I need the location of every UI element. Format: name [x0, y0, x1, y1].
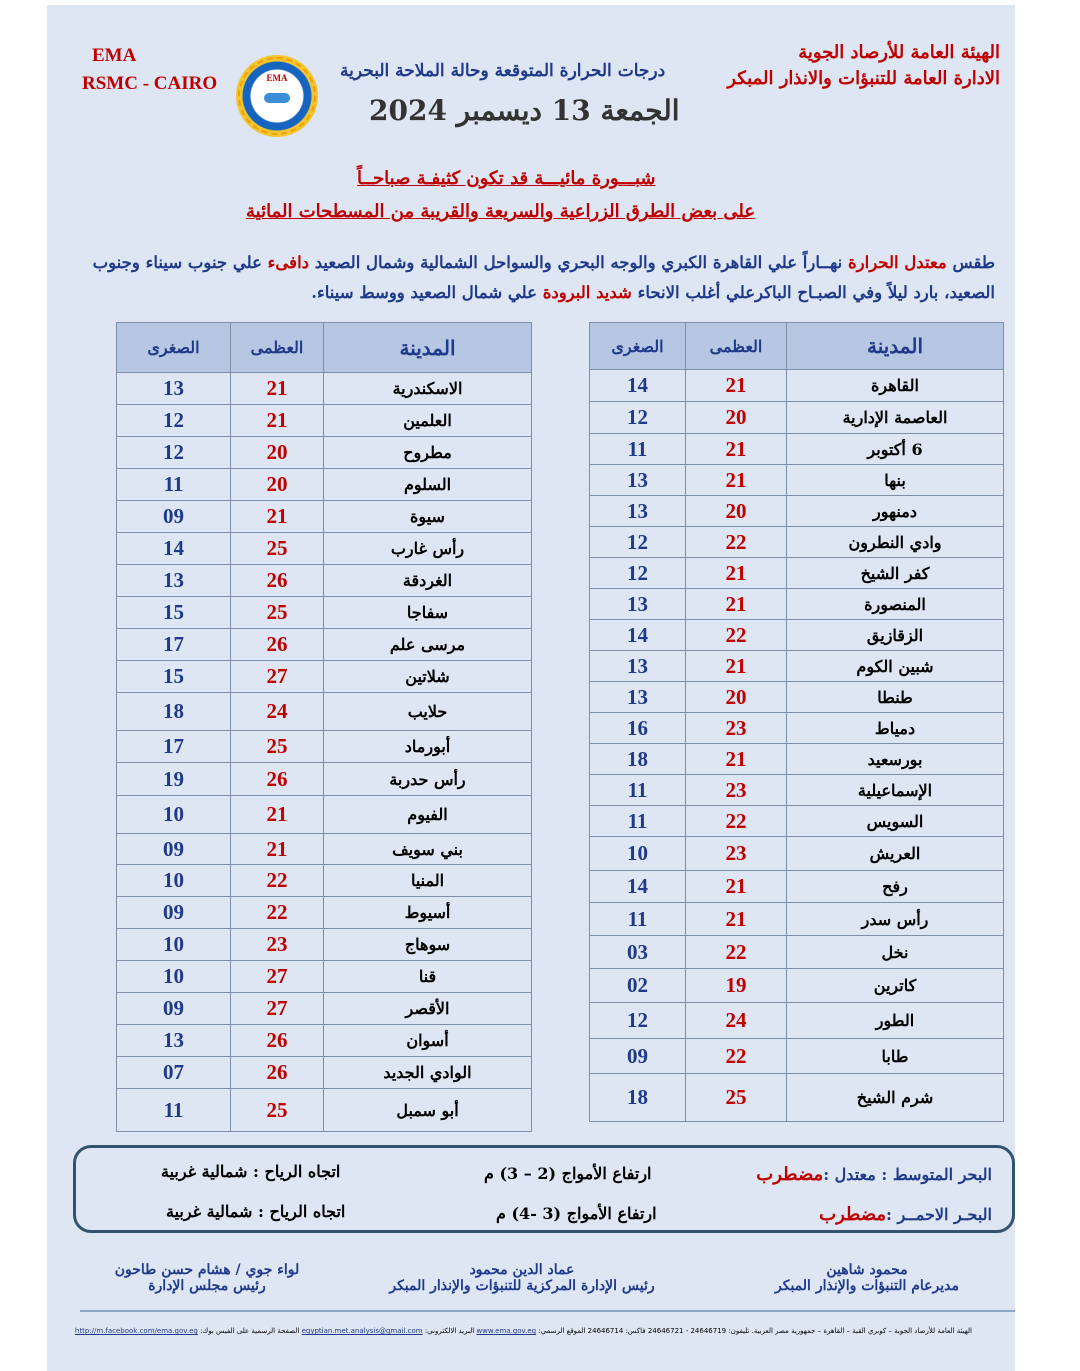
table-row	[590, 1039, 1004, 1074]
min-temp-cell: 13	[590, 589, 686, 620]
min-temp-cell: 09	[590, 1039, 686, 1074]
city-cell: مرسى علم	[324, 629, 532, 661]
max-temp-cell: 24	[686, 1003, 787, 1039]
max-temp-cell: 20	[231, 437, 324, 469]
table-row	[590, 527, 1004, 558]
max-temp-cell: 24	[231, 693, 324, 731]
forecast-very-cold: شديد البرودة	[542, 283, 632, 302]
min-temp-cell: 14	[590, 871, 686, 903]
city-cell: رأس حدربة	[324, 763, 532, 796]
table-row	[590, 775, 1004, 806]
city-cell: العاصمة الإدارية	[787, 402, 1004, 434]
footer-contact	[74, 1327, 972, 1335]
signature-name: محمود شاهين	[826, 1262, 908, 1278]
city-cell: السلوم	[324, 469, 532, 501]
ema-label: EMA	[92, 45, 137, 66]
signature-title: رئيس مجلس الإدارة	[148, 1278, 266, 1294]
min-temp-cell: 09	[117, 993, 231, 1025]
table-header-row	[117, 323, 532, 373]
min-temp-cell: 16	[590, 713, 686, 744]
table-row	[590, 402, 1004, 434]
table-row	[590, 370, 1004, 402]
city-cell: طابا	[787, 1039, 1004, 1074]
red-waves: ارتفاع الأمواج (3 -4) م	[496, 1204, 657, 1223]
city-cell: الأقصر	[324, 993, 532, 1025]
table-row	[590, 871, 1004, 903]
min-temp-cell: 15	[117, 597, 231, 629]
min-temp-cell: 13	[590, 496, 686, 527]
red-label: البحـر الاحمــر :	[886, 1205, 992, 1224]
min-temp-cell: 18	[117, 693, 231, 731]
min-temp-cell: 18	[590, 744, 686, 775]
table-row	[117, 796, 532, 834]
city-cell: السويس	[787, 806, 1004, 837]
min-temp-cell: 15	[117, 661, 231, 693]
table-row	[117, 929, 532, 961]
table-header-row	[590, 323, 1004, 370]
table-row	[117, 533, 532, 565]
city-cell: 6 أكتوبر	[787, 434, 1004, 465]
min-temp-cell: 02	[590, 969, 686, 1003]
footer-website-link[interactable]: www.ema.gov.eg	[476, 1327, 537, 1335]
max-temp-cell: 23	[231, 929, 324, 961]
table-row	[590, 1003, 1004, 1039]
table-row	[117, 661, 532, 693]
table-row	[590, 713, 1004, 744]
min-temp-cell: 09	[117, 834, 231, 865]
city-cell: دمياط	[787, 713, 1004, 744]
max-temp-cell: 25	[231, 1089, 324, 1132]
min-temp-cell: 09	[117, 897, 231, 929]
table-row	[117, 897, 532, 929]
forecast-part1: طقس	[946, 253, 995, 272]
min-temp-cell: 13	[117, 565, 231, 597]
table-row	[590, 1074, 1004, 1122]
max-temp-cell: 21	[686, 589, 787, 620]
max-temp-cell: 21	[686, 651, 787, 682]
logo-text: EMA	[266, 73, 288, 83]
forecast-part2: نهــاراً علي القاهرة الكبري والوجه البحري والسواحل الشمالية وشمال الصعيد	[309, 253, 848, 272]
min-temp-cell: 12	[117, 437, 231, 469]
sea-conditions-box	[73, 1145, 1015, 1233]
table-row	[117, 865, 532, 897]
min-temp-cell: 11	[117, 1089, 231, 1132]
table-row	[590, 496, 1004, 527]
forecast-text	[65, 248, 995, 308]
forecast-part3: علي جنوب سيناء وجنوب الصعيد، بارد ليلاً وفي الصبـاح الباكرعلي أغلب الانحاء	[92, 253, 995, 302]
logo-wave-icon	[264, 93, 290, 103]
org-department: الادارة العامة للتنبؤات والانذار المبكر	[727, 68, 1000, 89]
rsmc-label: RSMC - CAIRO	[82, 73, 218, 94]
table-row	[117, 731, 532, 763]
col-city: المدينة	[324, 323, 532, 373]
min-temp-cell: 12	[590, 1003, 686, 1039]
city-cell: رفح	[787, 871, 1004, 903]
city-cell: أسوان	[324, 1025, 532, 1057]
max-temp-cell: 21	[686, 370, 787, 402]
city-cell: العريش	[787, 837, 1004, 871]
col-max: العظمى	[686, 323, 787, 370]
table-row	[117, 834, 532, 865]
min-temp-cell: 12	[590, 402, 686, 434]
city-cell: الاسكندرية	[324, 373, 532, 405]
footer-divider	[80, 1310, 1015, 1312]
city-cell: دمنهور	[787, 496, 1004, 527]
signature-title: رئيس الإدارة المركزية للتنبؤات والإنذار المبكر	[389, 1278, 655, 1294]
fog-warning-line1: شبـــورة مائيـــة قد تكون كثيفـة صباحــاً	[357, 168, 656, 189]
city-cell: طنطا	[787, 682, 1004, 713]
temperature-table-right	[589, 322, 1004, 1122]
table-row	[117, 1057, 532, 1089]
table-row	[590, 589, 1004, 620]
min-temp-cell: 12	[590, 527, 686, 558]
max-temp-cell: 20	[686, 402, 787, 434]
min-temp-cell: 11	[590, 903, 686, 936]
city-cell: كفر الشيخ	[787, 558, 1004, 589]
bulletin-date: الجمعة 13 ديسمبر 2024	[369, 94, 680, 127]
col-min: الصغرى	[590, 323, 686, 370]
min-temp-cell: 13	[590, 682, 686, 713]
min-temp-cell: 11	[590, 775, 686, 806]
min-temp-cell: 10	[117, 796, 231, 834]
min-temp-cell: 13	[117, 1025, 231, 1057]
city-cell: القاهرة	[787, 370, 1004, 402]
min-temp-cell: 18	[590, 1074, 686, 1122]
city-cell: بنها	[787, 465, 1004, 496]
footer-email-link[interactable]: egyptian.met.analysis@gmail.com	[301, 1327, 423, 1335]
mediterranean-row	[756, 1164, 992, 1185]
max-temp-cell: 23	[686, 837, 787, 871]
min-temp-cell: 03	[590, 936, 686, 969]
table-row	[590, 558, 1004, 589]
city-cell: سفاجا	[324, 597, 532, 629]
city-cell: حلايب	[324, 693, 532, 731]
max-temp-cell: 26	[231, 1057, 324, 1089]
red-wind: اتجاه الرياح : شمالية غربية	[166, 1202, 346, 1221]
city-cell: سوهاج	[324, 929, 532, 961]
bulletin-title: درجات الحرارة المتوقعة وحالة الملاحة البحرية	[340, 61, 666, 81]
city-cell: شرم الشيخ	[787, 1074, 1004, 1122]
city-cell: الفيوم	[324, 796, 532, 834]
red-state: مضطرب	[819, 1204, 887, 1225]
table-row	[117, 993, 532, 1025]
min-temp-cell: 13	[117, 373, 231, 405]
city-cell: المنصورة	[787, 589, 1004, 620]
signature-name: عماد الدين محمود	[469, 1262, 575, 1278]
table-row	[117, 961, 532, 993]
max-temp-cell: 25	[686, 1074, 787, 1122]
footer-facebook-link[interactable]: http://m.facebook.com/ema.gov.eg	[74, 1327, 198, 1335]
med-state: مضطرب	[756, 1164, 824, 1185]
table-row	[117, 469, 532, 501]
max-temp-cell: 22	[686, 620, 787, 651]
table-row	[590, 744, 1004, 775]
city-cell: الوادي الجديد	[324, 1057, 532, 1089]
max-temp-cell: 25	[231, 533, 324, 565]
max-temp-cell: 22	[686, 527, 787, 558]
min-temp-cell: 12	[590, 558, 686, 589]
col-max: العظمى	[231, 323, 324, 373]
min-temp-cell: 07	[117, 1057, 231, 1089]
col-min: الصغرى	[117, 323, 231, 373]
signature-chairman	[107, 1262, 307, 1294]
max-temp-cell: 27	[231, 661, 324, 693]
min-temp-cell: 14	[117, 533, 231, 565]
city-cell: المنيا	[324, 865, 532, 897]
table-row	[117, 501, 532, 533]
city-cell: مطروح	[324, 437, 532, 469]
min-temp-cell: 19	[117, 763, 231, 796]
max-temp-cell: 22	[686, 806, 787, 837]
city-cell: كاترين	[787, 969, 1004, 1003]
table-row	[117, 565, 532, 597]
city-cell: الطور	[787, 1003, 1004, 1039]
max-temp-cell: 21	[686, 434, 787, 465]
city-cell: بني سويف	[324, 834, 532, 865]
city-cell: رأس غارب	[324, 533, 532, 565]
city-cell: الغردقة	[324, 565, 532, 597]
table-row	[117, 763, 532, 796]
forecast-warm: دافىء	[267, 253, 310, 272]
table-row	[590, 620, 1004, 651]
min-temp-cell: 13	[590, 465, 686, 496]
max-temp-cell: 26	[231, 565, 324, 597]
max-temp-cell: 21	[231, 834, 324, 865]
max-temp-cell: 22	[231, 865, 324, 897]
footer-facebook-label: الصفحة الرسمية على الفيس بوك:	[200, 1327, 300, 1335]
table-row	[590, 434, 1004, 465]
max-temp-cell: 26	[231, 763, 324, 796]
max-temp-cell: 23	[686, 775, 787, 806]
table-row	[590, 903, 1004, 936]
table-row	[590, 936, 1004, 969]
med-label: البحر المتوسط : معتدل :	[823, 1165, 992, 1184]
max-temp-cell: 19	[686, 969, 787, 1003]
max-temp-cell: 26	[231, 1025, 324, 1057]
forecast-part4: علي شمال الصعيد ووسط سيناء.	[311, 283, 543, 302]
max-temp-cell: 20	[231, 469, 324, 501]
table-row	[117, 405, 532, 437]
min-temp-cell: 11	[117, 469, 231, 501]
max-temp-cell: 27	[231, 993, 324, 1025]
max-temp-cell: 21	[231, 405, 324, 437]
city-cell: وادي النطرون	[787, 527, 1004, 558]
ema-logo	[236, 55, 318, 137]
table-row	[117, 1025, 532, 1057]
table-row	[117, 1089, 532, 1132]
table-row	[117, 693, 532, 731]
max-temp-cell: 26	[231, 629, 324, 661]
signature-central-director	[379, 1262, 665, 1294]
city-cell: شبين الكوم	[787, 651, 1004, 682]
col-city: المدينة	[787, 323, 1004, 370]
city-cell: أسيوط	[324, 897, 532, 929]
max-temp-cell: 21	[231, 501, 324, 533]
signature-name: لواء جوي / هشام حسن طاحون	[114, 1262, 300, 1278]
min-temp-cell: 17	[117, 731, 231, 763]
city-cell: رأس سدر	[787, 903, 1004, 936]
med-wind: اتجاه الرياح : شمالية غربية	[161, 1162, 341, 1181]
min-temp-cell: 10	[590, 837, 686, 871]
footer-email-label: البريد الالكتروني:	[424, 1327, 475, 1335]
city-cell: بورسعيد	[787, 744, 1004, 775]
city-cell: نخل	[787, 936, 1004, 969]
min-temp-cell: 14	[590, 370, 686, 402]
max-temp-cell: 25	[231, 731, 324, 763]
max-temp-cell: 21	[686, 558, 787, 589]
city-cell: أبو سمبل	[324, 1089, 532, 1132]
max-temp-cell: 21	[686, 871, 787, 903]
min-temp-cell: 11	[590, 806, 686, 837]
table-row	[590, 651, 1004, 682]
max-temp-cell: 20	[686, 496, 787, 527]
city-cell: الزقازيق	[787, 620, 1004, 651]
min-temp-cell: 10	[117, 865, 231, 897]
min-temp-cell: 09	[117, 501, 231, 533]
max-temp-cell: 21	[686, 465, 787, 496]
table-row	[590, 969, 1004, 1003]
table-row	[590, 465, 1004, 496]
max-temp-cell: 21	[686, 744, 787, 775]
table-row	[117, 373, 532, 405]
forecast-mild: معتدل الحرارة	[848, 253, 947, 272]
city-cell: شلاتين	[324, 661, 532, 693]
table-row	[117, 437, 532, 469]
min-temp-cell: 14	[590, 620, 686, 651]
min-temp-cell: 17	[117, 629, 231, 661]
min-temp-cell: 13	[590, 651, 686, 682]
max-temp-cell: 25	[231, 597, 324, 629]
city-cell: قنا	[324, 961, 532, 993]
signature-general-manager	[737, 1262, 997, 1294]
max-temp-cell: 21	[231, 373, 324, 405]
max-temp-cell: 22	[231, 897, 324, 929]
city-cell: سيوة	[324, 501, 532, 533]
temperature-table-left	[116, 322, 532, 1132]
min-temp-cell: 11	[590, 434, 686, 465]
red-sea-row	[819, 1204, 992, 1225]
table-row	[117, 597, 532, 629]
max-temp-cell: 27	[231, 961, 324, 993]
table-row	[590, 806, 1004, 837]
footer-address: الهيئة العامة للأرصاد الجوية – كوبري القبة – القاهرة – جمهورية مصر العربية. تليفون: 24646719 - 24646721 فاكس: 24646714 الموقع الرسمي:	[538, 1327, 972, 1335]
city-cell: العلمين	[324, 405, 532, 437]
min-temp-cell: 12	[117, 405, 231, 437]
city-cell: أبورماد	[324, 731, 532, 763]
table-row	[590, 837, 1004, 871]
fog-warning-line2: على بعض الطرق الزراعية والسريعة والقريبة من المسطحات المائية	[246, 201, 756, 222]
bulletin-page	[47, 5, 1015, 1371]
max-temp-cell: 20	[686, 682, 787, 713]
signature-title: مديرعام التنبؤات والإنذار المبكر	[775, 1278, 959, 1294]
table-row	[117, 629, 532, 661]
max-temp-cell: 21	[231, 796, 324, 834]
org-name: الهيئة العامة للأرصاد الجوية	[798, 42, 1000, 63]
min-temp-cell: 10	[117, 961, 231, 993]
max-temp-cell: 22	[686, 1039, 787, 1074]
max-temp-cell: 21	[686, 903, 787, 936]
med-waves: ارتفاع الأمواج (2 – 3) م	[484, 1164, 652, 1183]
table-row	[590, 682, 1004, 713]
max-temp-cell: 23	[686, 713, 787, 744]
min-temp-cell: 10	[117, 929, 231, 961]
max-temp-cell: 22	[686, 936, 787, 969]
city-cell: الإسماعيلية	[787, 775, 1004, 806]
